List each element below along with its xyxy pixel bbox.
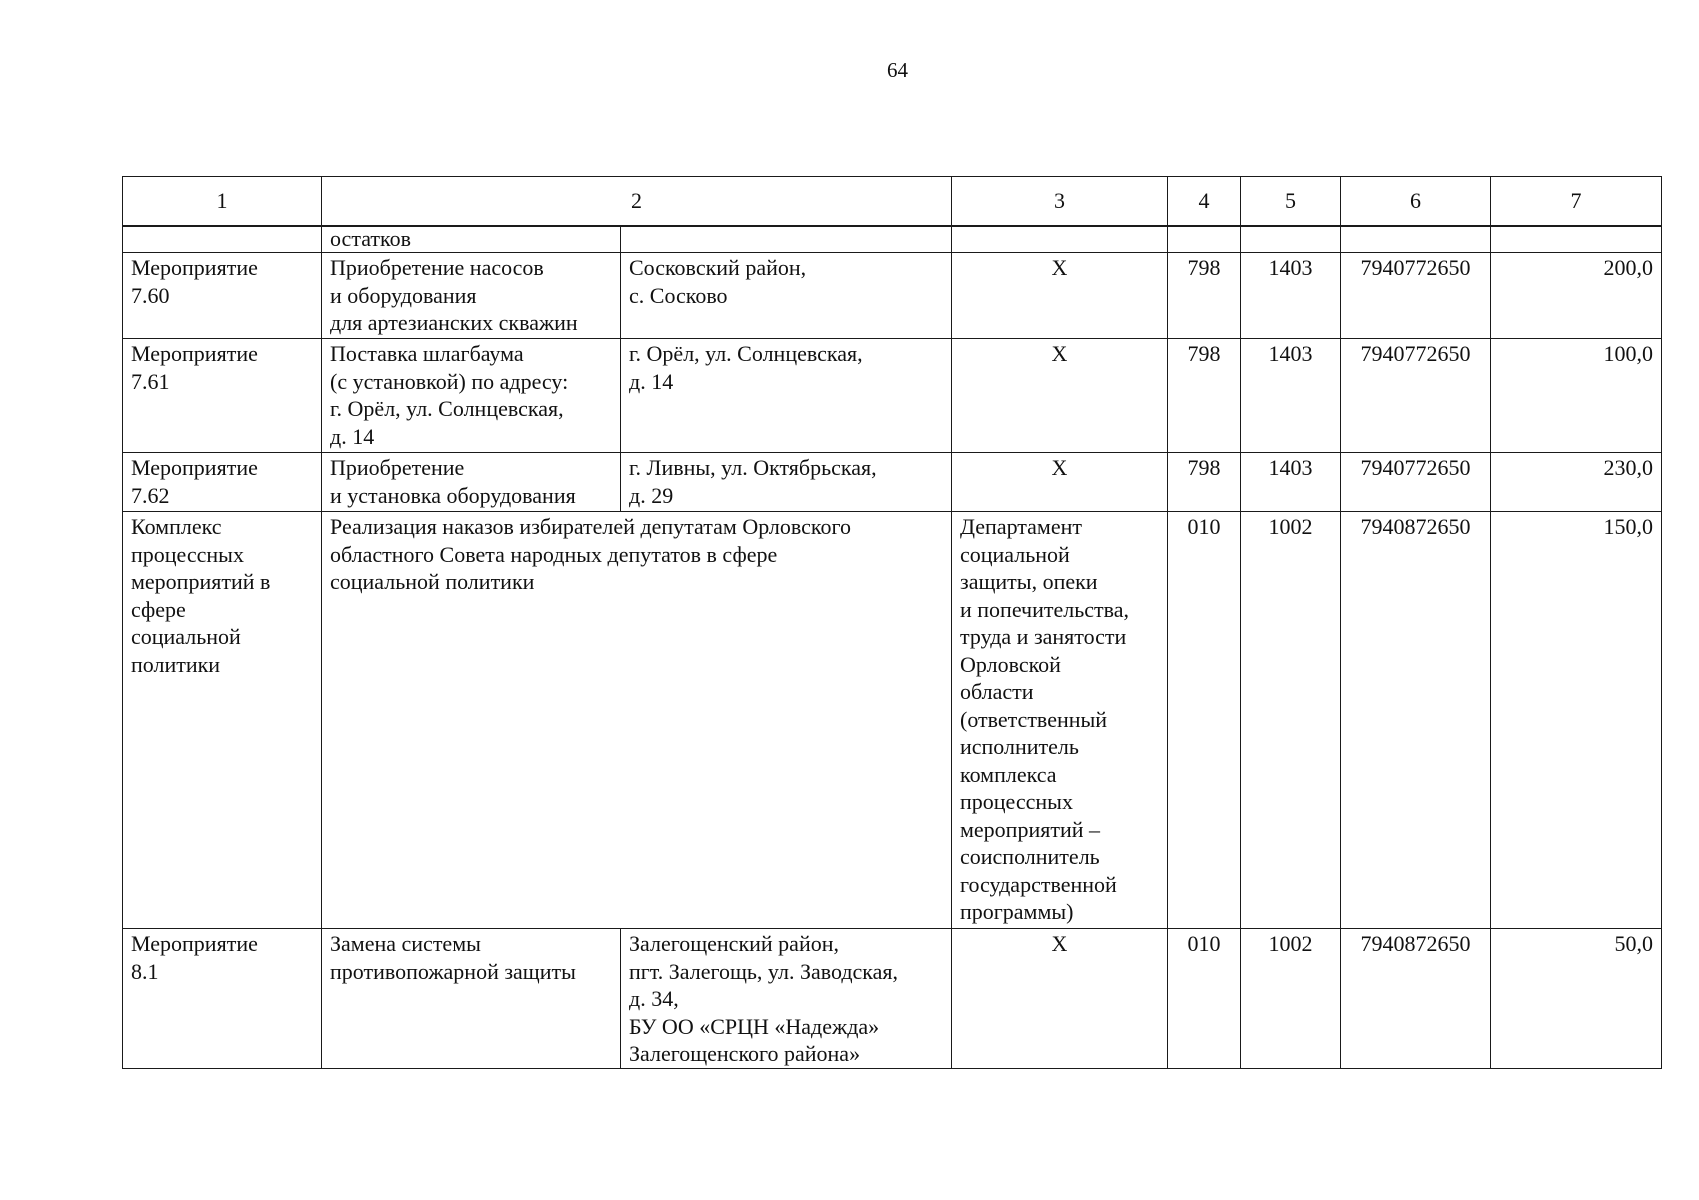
complex-col6: 7940872650 (1341, 512, 1491, 929)
row-amount: 230,0 (1491, 453, 1662, 512)
header-cell-2: 2 (322, 177, 952, 227)
continuation-col1 (123, 226, 322, 253)
row-title: Мероприятие 7.60 (123, 253, 322, 339)
row-amount: 100,0 (1491, 339, 1662, 453)
complex-amount: 150,0 (1491, 512, 1662, 929)
row-description: Поставка шлагбаума (с установкой) по адресу: г. Орёл, ул. Солнцевская, д. 14 (322, 339, 621, 453)
row-title: Мероприятие 7.61 (123, 339, 322, 453)
continuation-col4 (1168, 226, 1241, 253)
row-col5: 1403 (1241, 253, 1341, 339)
row-col6: 7940772650 (1341, 453, 1491, 512)
row-location: г. Ливны, ул. Октябрьская, д. 29 (621, 453, 952, 512)
header-cell-6: 6 (1341, 177, 1491, 227)
table-row-continuation (123, 226, 1662, 253)
header-cell-7: 7 (1491, 177, 1662, 227)
row-col5: 1403 (1241, 453, 1341, 512)
continuation-col7 (1491, 226, 1662, 253)
row-executor: Х (952, 929, 1168, 1069)
complex-col4: 010 (1168, 512, 1241, 929)
row-description: Замена системы противопожарной защиты (322, 929, 621, 1069)
row-title: Мероприятие 7.62 (123, 453, 322, 512)
complex-title: Комплекс процессных мероприятий в сфере социальной политики (123, 512, 322, 929)
row-description: Приобретение и установка оборудования (322, 453, 621, 512)
row-col4: 010 (1168, 929, 1241, 1069)
continuation-col5 (1241, 226, 1341, 253)
table-row (123, 253, 1662, 339)
complex-col5: 1002 (1241, 512, 1341, 929)
row-col5: 1002 (1241, 929, 1341, 1069)
complex-description: Реализация наказов избирателей депутатам Орловского областного Совета народных депутатов в сфере социальной политики (322, 512, 952, 929)
continuation-text: остатков (322, 226, 621, 253)
row-description: Приобретение насосов и оборудования для артезианских скважин (322, 253, 621, 339)
row-col4: 798 (1168, 339, 1241, 453)
complex-executor: Департамент социальной защиты, опеки и попечительства, труда и занятости Орловской области (ответственный исполнитель комплекса процессных мероприятий – соисполнитель государственной программы) (952, 512, 1168, 929)
continuation-col2b (621, 226, 952, 253)
row-col5: 1403 (1241, 339, 1341, 453)
row-amount: 50,0 (1491, 929, 1662, 1069)
continuation-col6 (1341, 226, 1491, 253)
header-cell-5: 5 (1241, 177, 1341, 227)
table-row (123, 453, 1662, 512)
row-col6: 7940772650 (1341, 253, 1491, 339)
row-col4: 798 (1168, 253, 1241, 339)
table-row (123, 339, 1662, 453)
row-executor: Х (952, 339, 1168, 453)
table-row-complex (123, 512, 1662, 929)
page-number: 64 (887, 58, 908, 82)
row-executor: Х (952, 253, 1168, 339)
row-location: г. Орёл, ул. Солнцевская, д. 14 (621, 339, 952, 453)
row-location: Сосковский район, с. Сосково (621, 253, 952, 339)
table-header-row (123, 177, 1662, 227)
row-col6: 7940772650 (1341, 339, 1491, 453)
row-amount: 200,0 (1491, 253, 1662, 339)
row-title: Мероприятие 8.1 (123, 929, 322, 1069)
header-cell-3: 3 (952, 177, 1168, 227)
row-executor: Х (952, 453, 1168, 512)
row-col6: 7940872650 (1341, 929, 1491, 1069)
header-cell-1: 1 (123, 177, 322, 227)
header-cell-4: 4 (1168, 177, 1241, 227)
row-location: Залегощенский район, пгт. Залегощь, ул. Заводская, д. 34, БУ ОО «СРЦН «Надежда» Залегощенского района» (621, 929, 952, 1069)
continuation-col3 (952, 226, 1168, 253)
row-col4: 798 (1168, 453, 1241, 512)
budget-table (122, 176, 1662, 1069)
table-row (123, 929, 1662, 1069)
